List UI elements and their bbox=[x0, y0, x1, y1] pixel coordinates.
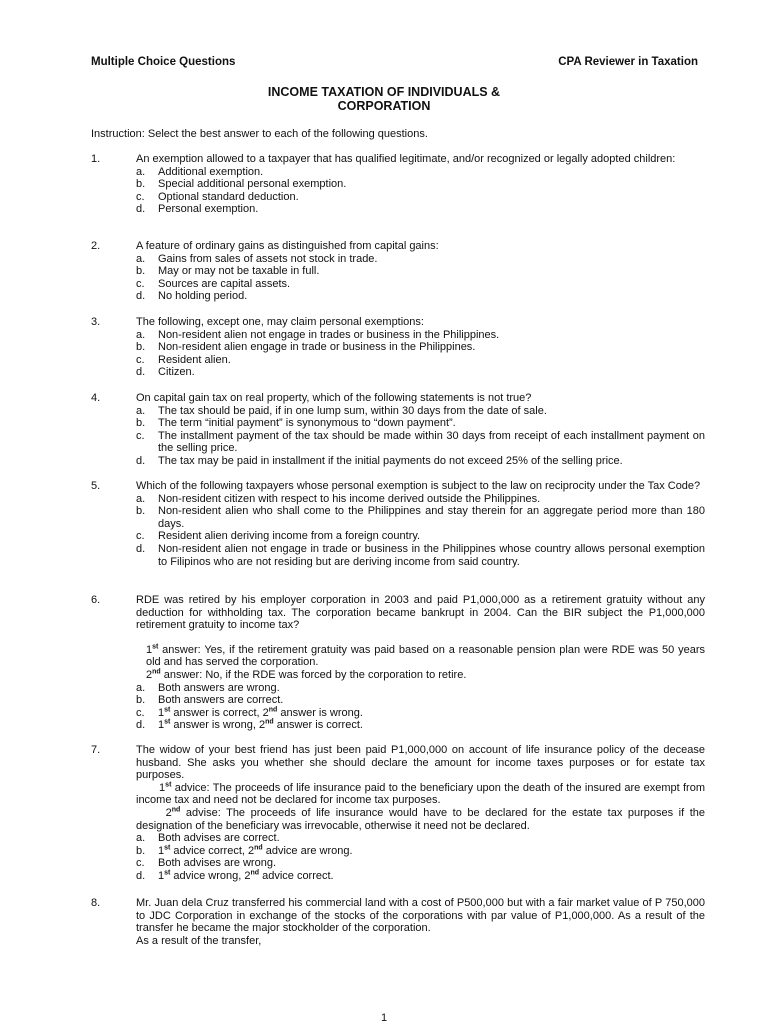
option-a: a. The tax should be paid, if in one lump sum, within 30 days from the date of sale. bbox=[136, 404, 547, 417]
option-d: d. Personal exemption. bbox=[136, 203, 259, 216]
header-left: Multiple Choice Questions bbox=[91, 56, 236, 68]
question-number: 3. bbox=[91, 316, 101, 328]
page-number: 1 bbox=[380, 1012, 388, 1024]
first-answer: 1st answer: Yes, if the retirement gratuity was paid based on a reasonable pension plan were RDE was 50 years old and has served the corporation. bbox=[146, 643, 705, 669]
option-a: a. Non-resident alien not engage in trades or business in the Philippines. bbox=[136, 328, 500, 341]
question-number: 4. bbox=[91, 392, 101, 404]
option-a: a. Additional exemption. bbox=[136, 165, 264, 178]
question-text: On capital gain tax on real property, which of the following statements is not true? bbox=[136, 392, 532, 404]
question-number: 6. bbox=[91, 594, 101, 606]
question-text: Mr. Juan dela Cruz transferred his commercial land with a cost of P500,000 but with a fair market value of P 750,000 to JDC Corporation in exchange of the stocks of the corporations with par value of P1,000,000. As a result of the transfer he became the major stockholder of the corporation. bbox=[136, 897, 705, 935]
question-5 bbox=[91, 480, 705, 568]
page-title bbox=[0, 85, 768, 113]
question-3 bbox=[91, 316, 705, 379]
header-right: CPA Reviewer in Taxation bbox=[558, 56, 698, 68]
option-b: b. Non-resident alien engage in trade or business in the Philippines. bbox=[136, 341, 476, 354]
option-b: b. 1st advice correct, 2nd advice are wrong. bbox=[136, 844, 353, 857]
question-8 bbox=[91, 897, 705, 947]
second-advice: 2nd advise: The proceeds of life insurance would have to be declared for the estate tax purposes if the designation of the beneficiary was irrevocable, otherwise it need not be declared. bbox=[136, 806, 706, 832]
option-c: c. 1st answer is correct, 2nd answer is wrong. bbox=[136, 706, 363, 719]
option-a: a. Non-resident citizen with respect to his income derived outside the Philippines. bbox=[136, 492, 541, 505]
question-text: The widow of your best friend has just been paid P1,000,000 on account of life insurance policy of the decease husband. She asks you whether she should declare the amount for income taxes purposes or for estate tax purposes. bbox=[136, 744, 705, 782]
question-text: A feature of ordinary gains as distinguished from capital gains: bbox=[136, 240, 439, 252]
question-number: 1. bbox=[91, 153, 101, 165]
question-number: 8. bbox=[91, 897, 101, 909]
question-7 bbox=[91, 744, 705, 883]
option-d: d. Citizen. bbox=[136, 366, 195, 379]
option-d: d. The tax may be paid in installment if the initial payments do not exceed 25% of the selling price. bbox=[136, 454, 623, 467]
instruction: Instruction: Select the best answer to each of the following questions. bbox=[91, 128, 428, 140]
question-4 bbox=[91, 392, 705, 468]
option-c: c. Both advises are wrong. bbox=[136, 857, 277, 870]
question-6 bbox=[91, 594, 705, 732]
option-a: a. Both answers are wrong. bbox=[136, 681, 280, 694]
option-d: d. 1st advice wrong, 2nd advice correct. bbox=[136, 869, 334, 882]
question-text: An exemption allowed to a taxpayer that has qualified legitimate, and/or recognized or legally adopted children: bbox=[136, 153, 676, 165]
question-text: The following, except one, may claim personal exemptions: bbox=[136, 316, 424, 328]
option-b: b. Special additional personal exemption. bbox=[136, 178, 347, 191]
option-b: b. Non-resident alien who shall come to the Philippines and stay therein for an aggregate period more than 180 days. bbox=[136, 505, 705, 530]
option-a: a. Both advises are correct. bbox=[136, 832, 280, 845]
option-c: c. Resident alien deriving income from a foreign country. bbox=[136, 530, 421, 543]
question-1 bbox=[91, 153, 705, 216]
question-text-continued: As a result of the transfer, bbox=[136, 934, 262, 947]
question-text: Which of the following taxpayers whose personal exemption is subject to the law on reciprocity under the Tax Code? bbox=[136, 480, 701, 492]
title-line-2: CORPORATION bbox=[337, 99, 431, 113]
question-number: 2. bbox=[91, 240, 101, 252]
option-d: d. No holding period. bbox=[136, 290, 248, 303]
option-a: a. Gains from sales of assets not stock in trade. bbox=[136, 252, 378, 265]
title-line-1: INCOME TAXATION OF INDIVIDUALS & bbox=[267, 85, 501, 99]
option-d: d. 1st answer is wrong, 2nd answer is correct. bbox=[136, 718, 363, 732]
question-number: 7. bbox=[91, 744, 101, 756]
option-b: b. The term “initial payment” is synonymous to “down payment”. bbox=[136, 417, 456, 430]
option-c: c. The installment payment of the tax should be made within 30 days from receipt of each installment payment on the selling price. bbox=[136, 429, 705, 455]
option-d: d. Non-resident alien not engage in trade or business in the Philippines whose country allows personal exemption to Filipinos who are not residing but are deriving income from said country. bbox=[136, 542, 705, 568]
option-b: b. Both answers are correct. bbox=[136, 694, 284, 707]
option-b: b. May or may not be taxable in full. bbox=[136, 265, 320, 278]
question-number: 5. bbox=[91, 480, 101, 492]
option-c: c. Optional standard deduction. bbox=[136, 190, 299, 203]
second-answer: 2nd answer: No, if the RDE was forced by the corporation to retire. bbox=[146, 668, 467, 681]
question-text: RDE was retired by his employer corporation in 2003 and paid P1,000,000 as a retirement gratuity without any deduction for withholding tax. The corporation became bankrupt in 2004. Can the BIR subject the P1,000,000 retirement gratuity to income tax? bbox=[136, 594, 705, 632]
option-c: c. Sources are capital assets. bbox=[136, 277, 291, 290]
question-2 bbox=[91, 240, 705, 303]
first-advice: 1st advice: The proceeds of life insurance paid to the beneficiary upon the death of the insured are exempt from income tax and need not be declared for income tax purposes. bbox=[136, 781, 706, 807]
option-c: c. Resident alien. bbox=[136, 353, 231, 366]
